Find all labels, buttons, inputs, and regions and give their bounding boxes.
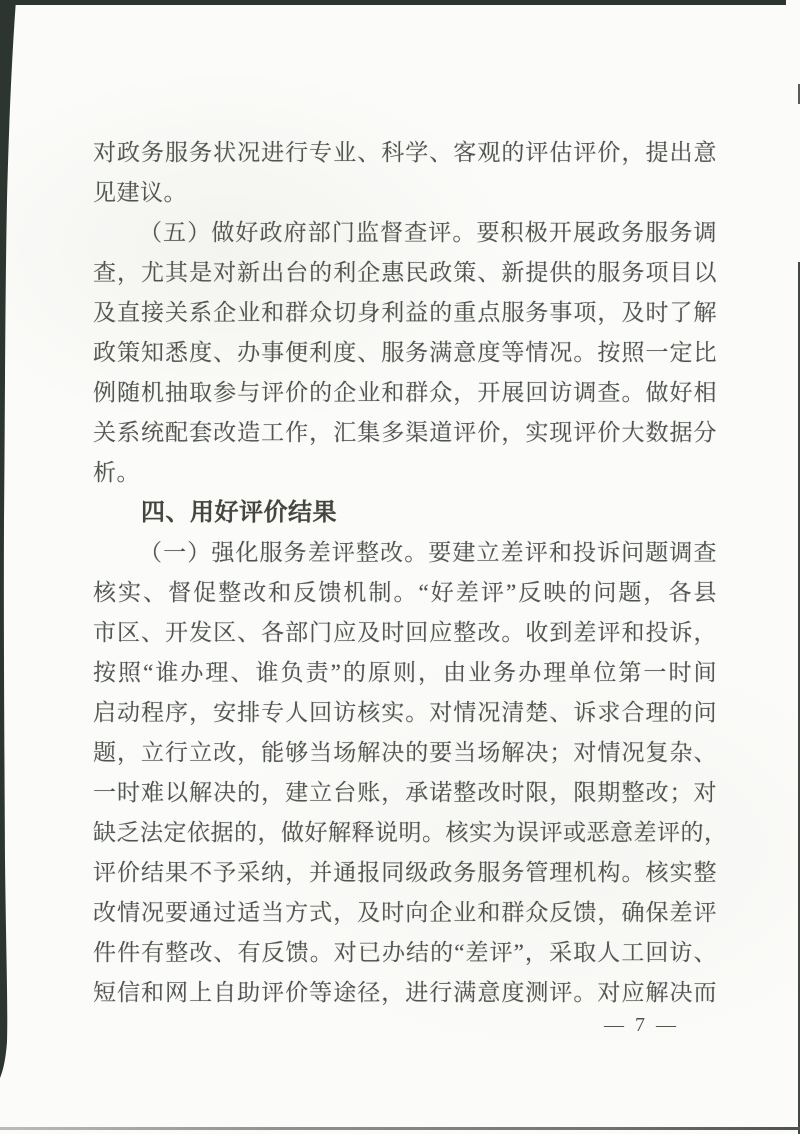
document-body: [93, 133, 728, 1013]
scan-edge-artifact-top: [0, 0, 786, 5]
text-line: 改情况要通过适当方式，及时向企业和群众反馈，确保差评: [93, 900, 717, 925]
section-heading: [93, 493, 717, 533]
text-line: 评价结果不予采纳，并通报同级政务服务管理机构。核实整: [93, 860, 717, 885]
text-line: 短信和网上自助评价等途径，进行满意度测评。对应解决而: [93, 980, 717, 1005]
text-line: （五）做好政府部门监督查评。要积极开展政务服务调: [139, 220, 717, 245]
text-line: 政策知悉度、办事便利度、服务满意度等情况。按照一定比: [93, 340, 717, 365]
text-line: 件件有整改、有反馈。对已办结的“差评”，采取人工回访、: [93, 940, 717, 965]
text-line: 一时难以解决的，建立台账，承诺整改时限，限期整改；对: [93, 780, 717, 805]
text-line: 及直接关系企业和群众切身利益的重点服务事项，及时了解: [93, 300, 717, 325]
text-line: 题，立行立改，能够当场解决的要当场解决；对情况复杂、: [93, 740, 717, 765]
scan-edge-artifact-bottom: [0, 1127, 800, 1130]
paragraph: [93, 533, 728, 1013]
text-line: 例随机抽取参与评价的企业和群众，开展回访调查。做好相: [93, 380, 717, 405]
text-line: 查，尤其是对新出台的利企惠民政策、新提供的服务项目以: [93, 260, 717, 285]
scan-edge-artifact-left: [0, 0, 20, 1134]
text-line: 见建议。: [93, 180, 187, 205]
text-line: 按照“谁办理、谁负责”的原则，由业务办理单位第一时间: [93, 660, 717, 685]
text-line: 启动程序，安排专人回访核实。对情况清楚、诉求合理的问: [93, 700, 717, 725]
page-number: — 7 —: [604, 1014, 679, 1036]
text-line: 关系统配套改造工作，汇集多渠道评价，实现评价大数据分: [93, 420, 717, 445]
paragraph: [93, 213, 717, 493]
text-line: 析。: [93, 460, 140, 485]
text-line: 四、用好评价结果: [141, 499, 337, 526]
text-line: 市区、开发区、各部门应及时回应整改。收到差评和投诉，: [93, 620, 717, 645]
text-line: 缺乏法定依据的，做好解释说明。核实为误评或恶意差评的，: [93, 820, 728, 845]
text-line: 对政务服务状况进行专业、科学、客观的评估评价，提出意: [93, 140, 717, 165]
text-line: 核实、督促整改和反馈机制。“好差评”反映的问题，各县: [93, 580, 717, 605]
text-line: （一）强化服务差评整改。要建立差评和投诉问题调查: [139, 540, 717, 565]
paragraph: [93, 133, 717, 213]
